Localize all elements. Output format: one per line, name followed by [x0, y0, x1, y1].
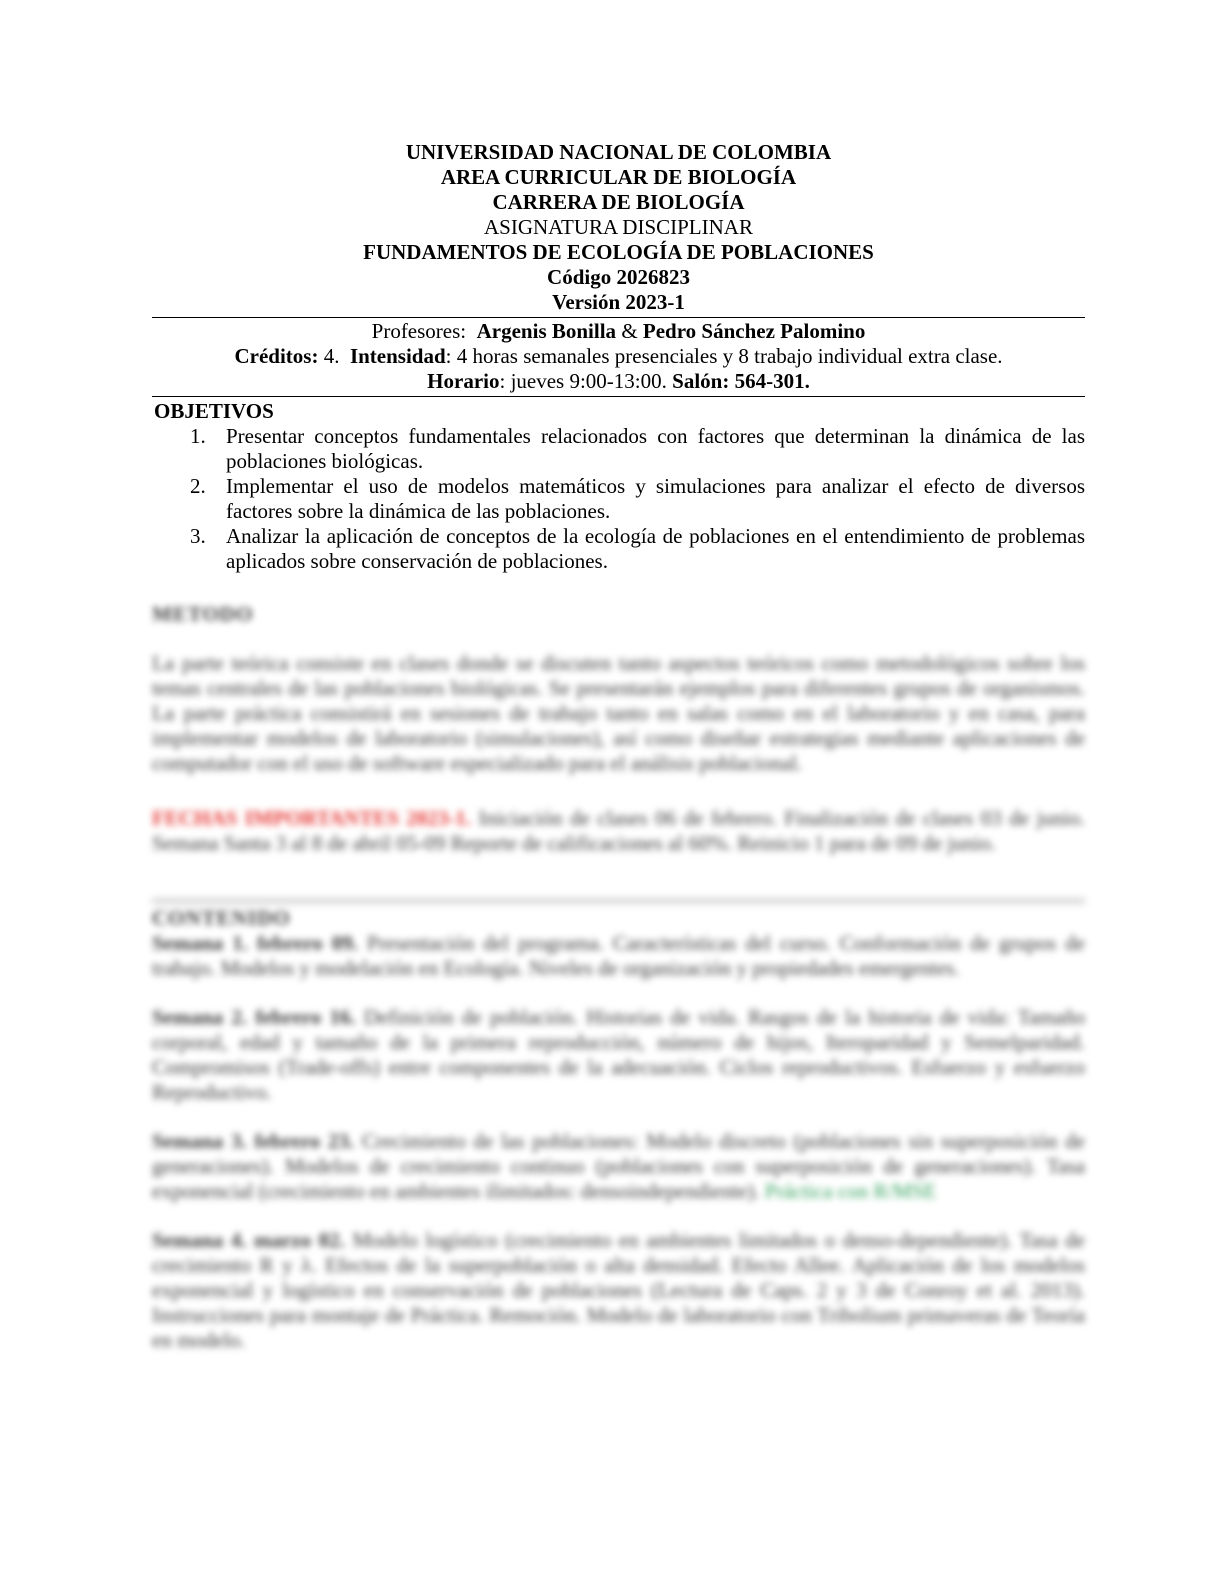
course-meta: [152, 319, 1085, 394]
objectives-title: OBJETIVOS: [154, 399, 274, 423]
content-title: CONTENIDO: [152, 906, 291, 930]
dates-text: Iniciación de clases 06 de febrero. Finalización de clases 03 de junio. Semana Santa 3 al 8 de abril 05-09 Reporte de calificaciones al 60%. Reinicio 1 para de 09 de junio.: [152, 806, 1086, 855]
room-label: Salón: 564-301.: [672, 369, 810, 393]
schedule-line: [152, 369, 1085, 394]
credits-value: 4.: [323, 344, 340, 368]
course-type: ASIGNATURA DISCIPLINAR: [484, 215, 753, 239]
professors-label: Profesores:: [371, 319, 467, 343]
week-4-title: Semana 4. marzo 02.: [152, 1228, 345, 1252]
objective-text: Analizar la aplicación de conceptos de la ecología de poblaciones en el entendimiento de problemas aplicados sobre conservación de poblaciones.: [226, 524, 1085, 573]
method-title: METODO: [152, 602, 254, 626]
schedule-value: : jueves 9:00-13:00.: [499, 369, 667, 393]
method-text: La parte teórica consiste en clases donde se discuten tanto aspectos teóricos como metodológicos sobre los temas centrales de las poblaciones biológicas. Se presentarán ejemplos para diferentes grupos de organismos. La parte práctica consistirá en sesiones de trabajo tanto en salas como en el laboratorio y en casa, para implementar modelos de laboratorio (simulaciones), así como diseñar estrategias mediante aplicaciones de computador con el uso de software especializado para el análisis poblacional.: [152, 651, 1085, 775]
week-3-title: Semana 3. febrero 23.: [152, 1129, 355, 1153]
blurred-content: [152, 602, 1085, 1353]
professor-2: Pedro Sánchez Palomino: [642, 319, 866, 343]
dates-paragraph: [152, 806, 1085, 856]
objective-text: Presentar conceptos fundamentales relacionados con factores que determinan la dinámica de las poblaciones biológicas.: [226, 424, 1085, 473]
university-name: UNIVERSIDAD NACIONAL DE COLOMBIA: [405, 140, 832, 164]
professors-amp: &: [621, 319, 638, 343]
week-4: [152, 1228, 1085, 1353]
course-code: Código 2026823: [547, 265, 690, 289]
week-3-link[interactable]: Práctica con R/MSE: [764, 1179, 937, 1203]
intensity-label: Intensidad: [349, 344, 446, 368]
objective-number: 3.: [190, 524, 206, 548]
week-4-text: Modelo logístico (crecimiento en ambientes limitados o denso-dependiente). Tasa de crecimiento R y λ. Efectos de la superpoblación o alta densidad. Efecto Allee. Aplicación de los modelos exponencial y logístico en conservación de poblaciones (Lectura de Caps. 2 y 3 de Conroy et al. 2013). Instrucciones para montaje de Práctica. Remoción. Modelo de laboratorio con Tribolium primaveras de Teoría en modelo.: [152, 1228, 1085, 1352]
week-2-title: Semana 2. febrero 16.: [152, 1005, 356, 1029]
week-2: [152, 1005, 1085, 1105]
professor-1: Argenis Bonilla: [476, 319, 617, 343]
week-2-text: Definición de población. Historias de vida. Rasgos de la historia de vida: Tamaño corporal, edad y tamaño de la primera reproducción, número de hijos, Iteroparidad y Semelparidad. Compromisos (Trade-offs) entre componentes de la adecuación. Ciclos reproductivos. Esfuerzo y esfuerzo Reproductivo.: [152, 1005, 1085, 1104]
area-name: AREA CURRICULAR DE BIOLOGÍA: [440, 165, 797, 189]
objective-item: [152, 474, 1085, 524]
week-1: [152, 931, 1085, 981]
professors-line: [152, 319, 1085, 344]
credits-line: [152, 344, 1085, 369]
schedule-label: Horario: [427, 369, 500, 393]
objective-text: Implementar el uso de modelos matemáticos y simulaciones para analizar el efecto de diversos factores sobre la dinámica de las poblaciones.: [226, 474, 1085, 523]
career-name: CARRERA DE BIOLOGÍA: [492, 190, 745, 214]
course-version: Versión 2023-1: [552, 290, 685, 314]
section-divider-bar: [152, 898, 1085, 904]
objective-item: [152, 424, 1085, 474]
bottom-divider: [152, 396, 1085, 397]
objective-item: [152, 524, 1085, 574]
document-page: [152, 140, 1085, 1353]
credits-label: Créditos:: [234, 344, 319, 368]
intensity-value: : 4 horas semanales presenciales y 8 trabajo individual extra clase.: [445, 344, 1003, 368]
objectives-list: [152, 424, 1085, 574]
week-1-text: Presentación del programa. Características del curso. Conformación de grupos de trabajo. Modelos y modelación en Ecología. Niveles de organización y propiedades emergentes.: [152, 931, 1085, 980]
course-title: FUNDAMENTOS DE ECOLOGÍA DE POBLACIONES: [363, 240, 874, 264]
objective-number: 1.: [190, 424, 206, 448]
top-divider: [152, 317, 1085, 318]
objective-number: 2.: [190, 474, 206, 498]
week-3-text: Crecimiento de las poblaciones: Modelo discreto (poblaciones sin superposición de generaciones). Modelos de crecimiento continuo (poblaciones con superposición de generaciones). Tasa exponencial (crecimiento en ambientes ilimitados: densoindependiente).: [152, 1129, 1085, 1203]
week-1-title: Semana 1. febrero 09.: [152, 931, 358, 955]
document-header: [152, 140, 1085, 315]
week-3: [152, 1129, 1085, 1204]
dates-title: FECHAS IMPORTANTES 2023-1.: [152, 806, 472, 830]
